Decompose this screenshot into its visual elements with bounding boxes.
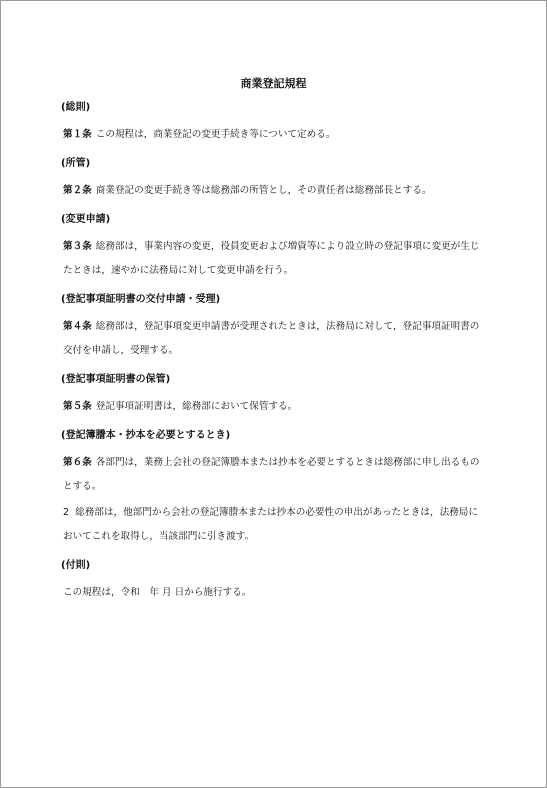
article-paragraph bbox=[63, 179, 484, 203]
article-paragraph bbox=[63, 395, 484, 419]
document-title: 商業登記規程 bbox=[240, 77, 307, 90]
article-text: 商業登記の変更手続き等は総務部の所管とし，その責任者は総務部長とする。 bbox=[95, 185, 432, 196]
article-paragraph bbox=[63, 235, 484, 283]
article-clause bbox=[63, 501, 484, 549]
article-number: 第５条 bbox=[63, 401, 92, 412]
section-heading: (変更申請) bbox=[61, 214, 111, 225]
clause-text: 総務部は，他部門から会社の登記簿謄本または抄本の必要性の申出があったときは，法務局においてこれを取得し，当該部門に引き渡す。 bbox=[63, 507, 478, 542]
article-number: 第１条 bbox=[63, 129, 92, 140]
section-heading: (所管) bbox=[61, 158, 91, 169]
document-body bbox=[63, 77, 484, 607]
section-heading: (総則) bbox=[61, 102, 91, 113]
section-heading: (登記簿謄本・抄本を必要とするとき) bbox=[61, 430, 231, 441]
article-number: 第２条 bbox=[63, 185, 92, 196]
article-number: 第３条 bbox=[63, 241, 92, 252]
article-paragraph bbox=[63, 315, 484, 363]
section-heading: (登記事項証明書の交付申請・受理) bbox=[61, 294, 221, 305]
article-paragraph bbox=[63, 451, 484, 499]
clause-number: 2 bbox=[63, 507, 70, 518]
article-text: 総務部は，事業内容の変更，役員変更および増資等により設立時の登記事項に変更が生じたときは，速やかに法務局に対して変更申請を行う。 bbox=[63, 241, 480, 276]
supplementary-paragraph bbox=[63, 581, 484, 605]
article-number: 第６条 bbox=[63, 457, 92, 468]
article-text: 各部門は，業務上会社の登記簿謄本または抄本を必要とするときは総務部に申し出るものとする。 bbox=[63, 457, 480, 492]
section-heading: (登記事項証明書の保管) bbox=[61, 374, 171, 385]
article-number: 第４条 bbox=[63, 321, 92, 332]
section-heading: (付則) bbox=[61, 560, 91, 571]
article-paragraph bbox=[63, 123, 484, 147]
supplementary-text: この規程は，令和 年 月 日から施行する。 bbox=[63, 587, 252, 598]
article-text: 登記事項証明書は，総務部において保管する。 bbox=[95, 401, 298, 412]
article-text: 総務部は，登記事項変更申請書が受理されたときは，法務局に対して，登記事項証明書の交付を申請し，受理する。 bbox=[63, 321, 480, 356]
article-text: この規程は，商業登記の変更手続き等について定める。 bbox=[95, 129, 336, 140]
